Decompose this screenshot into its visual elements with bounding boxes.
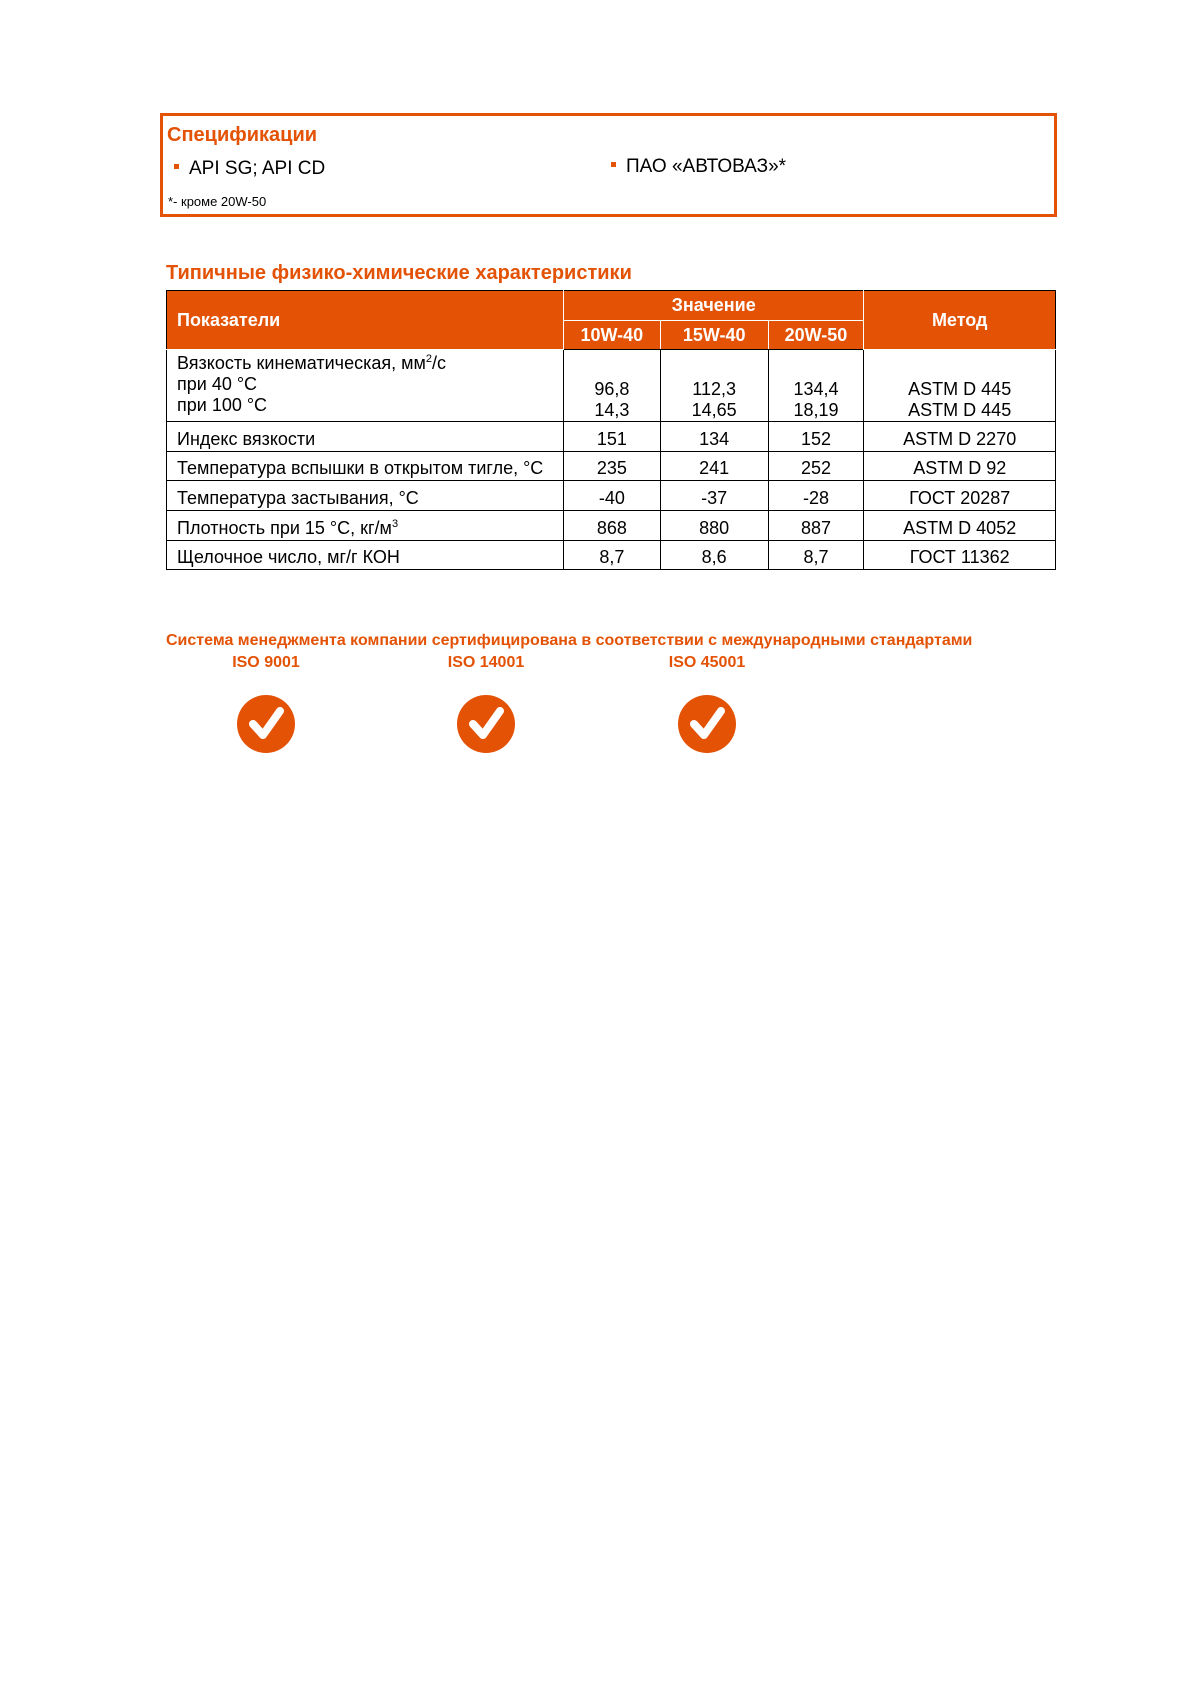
value-cell: -37 — [660, 481, 768, 511]
row-name: Щелочное число, мг/г КОН — [167, 540, 564, 570]
table-header-row — [167, 291, 1056, 321]
value-cell: 252 — [768, 451, 864, 481]
bullet-icon — [174, 164, 179, 169]
table-row — [167, 540, 1056, 570]
value-cell: 112,3 14,65 — [660, 350, 768, 422]
checkmark-badge-icon — [677, 694, 737, 754]
spec-item-api — [174, 158, 325, 180]
method-cell: ASTM D 2270 — [864, 422, 1056, 452]
value-cell: 134,4 18,19 — [768, 350, 864, 422]
spec-item-avtovaz — [611, 156, 786, 178]
value-cell: 8,6 — [660, 540, 768, 570]
value-cell: 241 — [660, 451, 768, 481]
properties-table — [166, 290, 1056, 570]
table-row — [167, 350, 1056, 422]
method-cell: ASTM D 4052 — [864, 511, 1056, 541]
header-grade-20w50: 20W-50 — [768, 321, 864, 350]
spec-item-label: API SG; API CD — [189, 158, 326, 179]
cert-label: ISO 9001 — [232, 654, 300, 671]
method-cell: ГОСТ 11362 — [864, 540, 1056, 570]
specifications-footnote: *- кроме 20W-50 — [168, 194, 267, 209]
table-row — [167, 511, 1056, 541]
row-name: Плотность при 15 °С, $кг/м^3$ — [167, 511, 564, 541]
value-cell: 134 — [660, 422, 768, 452]
row-name: Индекс вязкости — [167, 422, 564, 452]
method-cell: ASTM D 445 ASTM D 445 — [864, 350, 1056, 422]
value-cell: 8,7 — [768, 540, 864, 570]
value-cell: 235 — [563, 451, 660, 481]
checkmark-badge-icon — [236, 694, 296, 754]
row-name: Температура вспышки в открытом тигле, °С — [167, 451, 564, 481]
cert-iso-9001 — [206, 654, 326, 754]
table-row — [167, 422, 1056, 452]
cert-iso-14001 — [426, 654, 546, 754]
value-cell: 8,7 — [563, 540, 660, 570]
header-method: Метод — [864, 291, 1056, 350]
value-cell: 868 — [563, 511, 660, 541]
table-row — [167, 451, 1056, 481]
value-cell: -40 — [563, 481, 660, 511]
value-cell: 887 — [768, 511, 864, 541]
method-cell: ASTM D 92 — [864, 451, 1056, 481]
properties-title: Типичные физико-химические характеристики — [166, 262, 632, 284]
row-name-viscosity: Вязкость кинематическая, $мм^2/с$ при 40 °С при 100 °С — [167, 350, 564, 422]
header-indicator: Показатели — [167, 291, 564, 350]
checkmark-badge-icon — [456, 694, 516, 754]
row-name: Температура застывания, °С — [167, 481, 564, 511]
specifications-title: Спецификации — [167, 124, 318, 146]
header-grade-15w40: 15W-40 — [660, 321, 768, 350]
bullet-icon — [611, 162, 616, 167]
header-grade-10w40: 10W-40 — [563, 321, 660, 350]
certification-title: Система менеджмента компании сертифицирована в соответствии с международными стандартами — [166, 632, 973, 649]
spec-item-label: ПАО «АВТОВАЗ»* — [626, 156, 787, 177]
value-cell: 151 — [563, 422, 660, 452]
cert-iso-45001 — [647, 654, 767, 754]
value-cell: 880 — [660, 511, 768, 541]
table-row — [167, 481, 1056, 511]
value-cell: 152 — [768, 422, 864, 452]
cert-label: ISO 45001 — [668, 654, 746, 671]
value-cell: 96,8 14,3 — [563, 350, 660, 422]
cert-label: ISO 14001 — [447, 654, 525, 671]
header-value: Значение — [563, 291, 863, 321]
value-cell: -28 — [768, 481, 864, 511]
method-cell: ГОСТ 20287 — [864, 481, 1056, 511]
specifications-box — [160, 113, 1057, 217]
